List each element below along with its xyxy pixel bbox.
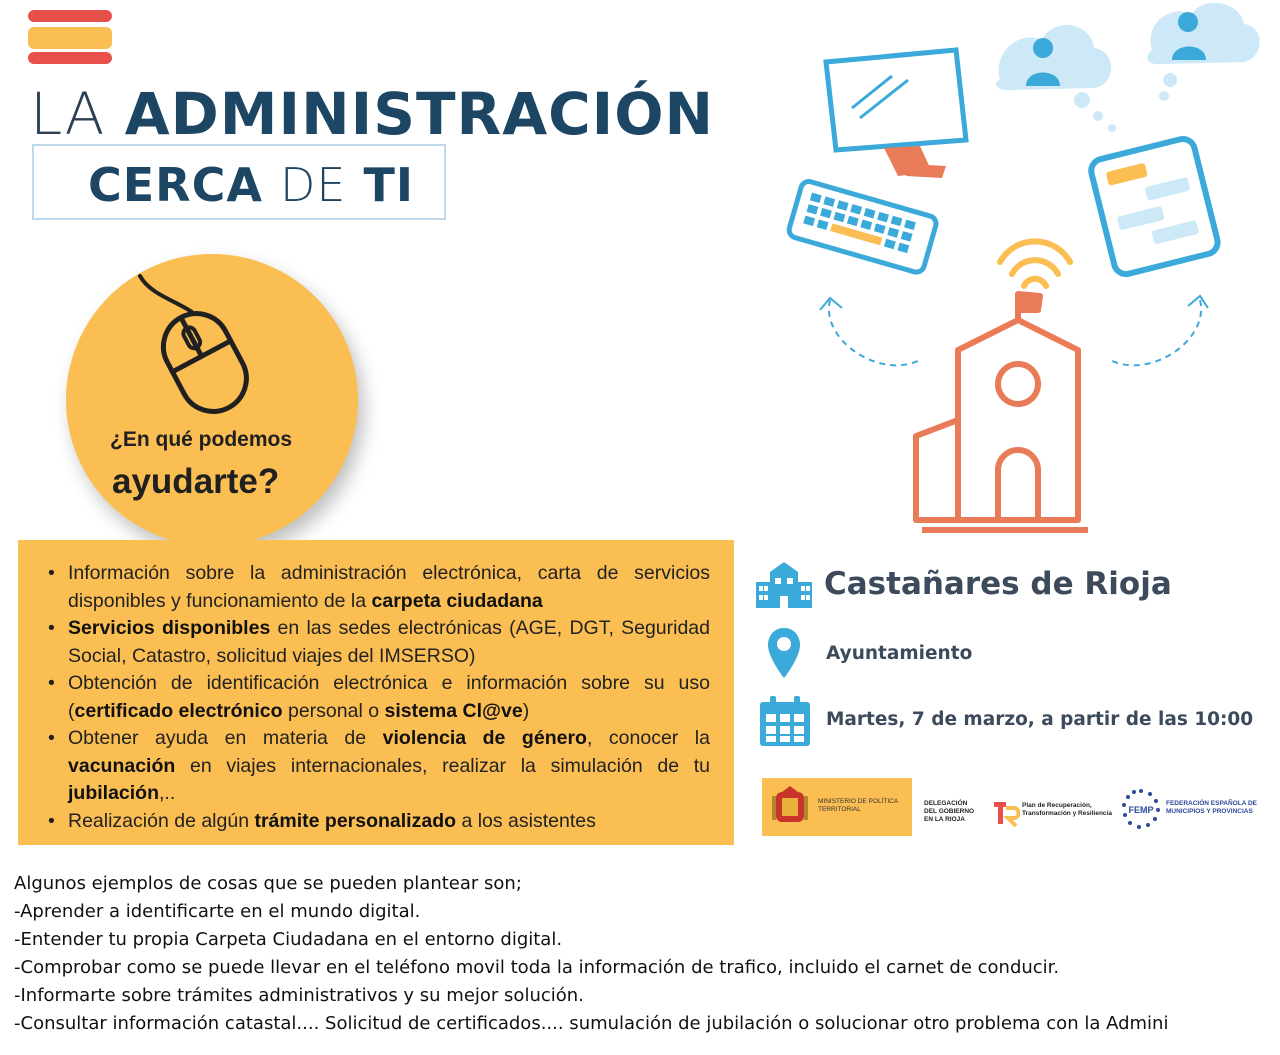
- description-text: [14, 870, 1280, 1038]
- svg-text:FEMP: FEMP: [1128, 805, 1154, 815]
- person-cloud-icon: [996, 25, 1116, 132]
- help-question-line1: ¿En qué podemos: [110, 428, 293, 451]
- femp-logo: FEDERACIÓN ESPAÑOLA DE MUNICIPIOS Y PROVINCIAS: [1166, 800, 1258, 815]
- title-light: LA: [30, 80, 125, 148]
- coat-of-arms-icon: [770, 786, 810, 828]
- text-line: -Entender tu propia Carpeta Ciudadana en el entorno digital.: [14, 929, 563, 950]
- event-place: Ayuntamiento: [826, 643, 973, 664]
- help-question-line2: ayudarte?: [112, 462, 280, 501]
- town-name: Castañares de Rioja: [824, 566, 1172, 602]
- page-subtitle: [88, 158, 414, 212]
- list-item: • Realización de algún trámite personalizado a los asistentes: [48, 808, 710, 836]
- text-line: -Aprender a identificarte en el mundo digital.: [14, 901, 421, 922]
- delegation-logo: DELEGACIÓN DEL GOBIERNO EN LA RIOJA: [924, 800, 975, 823]
- subtitle-part2: DE: [279, 158, 347, 212]
- page-title: [30, 80, 714, 148]
- calendar-icon: [758, 694, 812, 748]
- town-hall-icon: [916, 294, 1088, 530]
- subtitle-part1: CERCA: [88, 158, 280, 212]
- recovery-plan-logo-icon: [992, 800, 1020, 828]
- monitor-icon: [826, 50, 966, 178]
- text-line: -Consultar información catastal.... Solicitud de certificados.... sumulación de jubilación o solucionar otro problema con la Admini: [14, 1013, 1169, 1034]
- list-item: • Información sobre la administración electrónica, carta de servicios disponibles y funcionamiento de la carpeta ciudadana: [48, 560, 710, 615]
- map-pin-icon: [766, 626, 802, 680]
- services-list: [48, 560, 710, 835]
- ministry-logo: MINISTERIO DE POLÍTICA TERRITORIAL: [762, 778, 912, 836]
- subtitle-part3: TI: [346, 158, 414, 212]
- wifi-icon: [1000, 241, 1070, 286]
- building-icon: [754, 560, 814, 610]
- list-item: • Obtención de identificación electrónica e información sobre su uso (certificado electrónico personal o sistema Cl@ve): [48, 670, 710, 725]
- keyboard-icon: [787, 180, 938, 274]
- event-date: Martes, 7 de marzo, a partir de las 10:00: [826, 709, 1254, 730]
- title-bold: ADMINISTRACIÓN: [124, 80, 715, 148]
- text-line: -Comprobar como se puede llevar en el teléfono movil toda la información de trafico, incluido el carnet de conducir.: [14, 957, 1060, 978]
- digital-devices-illustration: [760, 0, 1270, 545]
- person-cloud-icon: [1147, 3, 1259, 101]
- sponsor-logos: [762, 772, 1266, 844]
- list-item: • Servicios disponibles en las sedes electrónicas (AGE, DGT, Seguridad Social, Catastro, solicitud viajes del IMSERSO): [48, 615, 710, 670]
- text-line: -Informarte sobre trámites administrativos y su mejor solución.: [14, 985, 584, 1006]
- list-item: • Obtener ayuda en materia de violencia de género, conocer la vacunación en viajes internacionales, realizar la simulación de tu jubilación,..: [48, 725, 710, 808]
- text-line: Algunos ejemplos de cosas que se pueden plantear son;: [14, 873, 522, 894]
- recovery-plan-logo: Plan de Recuperación, Transformación y Resiliencia: [1022, 802, 1112, 817]
- computer-mouse-icon: [130, 272, 280, 422]
- tablet-icon: [1089, 136, 1220, 276]
- femp-logo-icon: [1120, 788, 1162, 830]
